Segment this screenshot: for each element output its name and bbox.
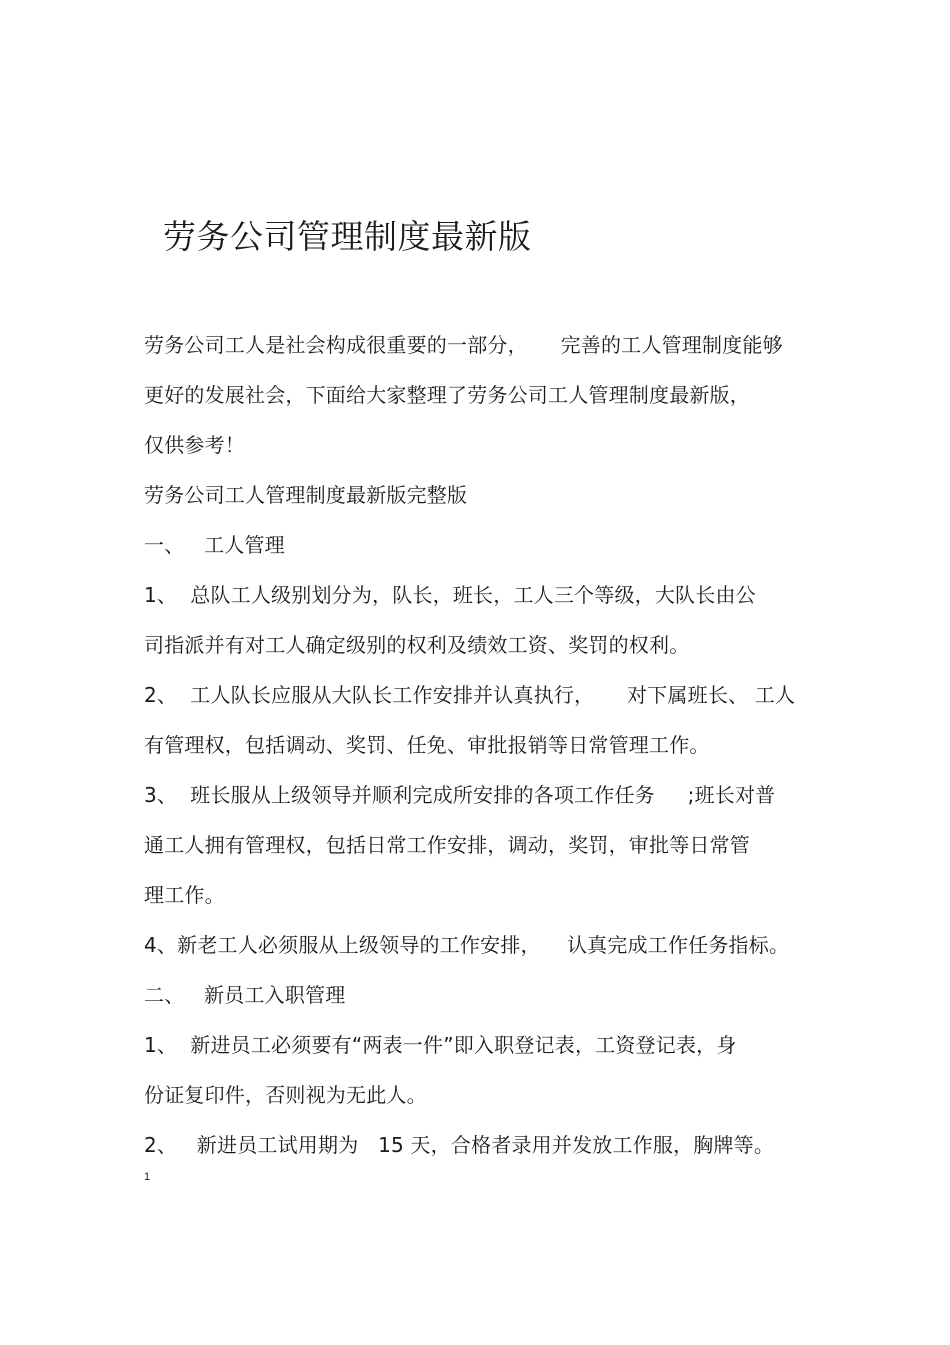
- text-line: 1、 总队工人级别划分为，队长，班长，工人三个等级，大队长由公: [144, 583, 756, 607]
- text-line: 通工人拥有管理权，包括日常工作安排，调动，奖罚，审批等日常管: [144, 833, 750, 857]
- text-line: 4、新老工人必须服从上级领导的工作安排， 认真完成工作任务指标。: [144, 933, 790, 957]
- text-line: 更好的发展社会，下面给大家整理了劳务公司工人管理制度最新版，: [144, 383, 750, 407]
- text-line: 理工作。: [144, 883, 225, 907]
- text-line: 有管理权，包括调动、奖罚、任免、审批报销等日常管理工作。: [144, 733, 710, 757]
- text-line: 2、 新进员工试用期为 15 天，合格者录用并发放工作服，胸牌等。: [144, 1133, 775, 1157]
- section-heading: 一、 工人管理: [144, 533, 285, 557]
- text-line: 仅供参考！: [144, 433, 245, 457]
- page-title: 劳务公司管理制度最新版: [163, 217, 532, 256]
- text-line: 1、 新进员工必须要有“两表一件”即入职登记表，工资登记表，身: [144, 1033, 737, 1057]
- section-heading: 二、 新员工入职管理: [144, 983, 346, 1007]
- text-line: 劳务公司工人管理制度最新版完整版: [144, 483, 468, 507]
- text-line: 劳务公司工人是社会构成很重要的一部分， 完善的工人管理制度能够: [144, 333, 783, 357]
- text-line: 2、 工人队长应服从大队长工作安排并认真执行， 对下属班长、 工人: [144, 683, 796, 707]
- page-number: 1: [144, 1171, 151, 1183]
- text-line: 份证复印件，否则视为无此人。: [144, 1083, 427, 1107]
- text-line: 3、 班长服从上级领导并顺利完成所安排的各项工作任务 ;班长对普: [144, 783, 776, 807]
- text-line: 司指派并有对工人确定级别的权利及绩效工资、奖罚的权利。: [144, 633, 690, 657]
